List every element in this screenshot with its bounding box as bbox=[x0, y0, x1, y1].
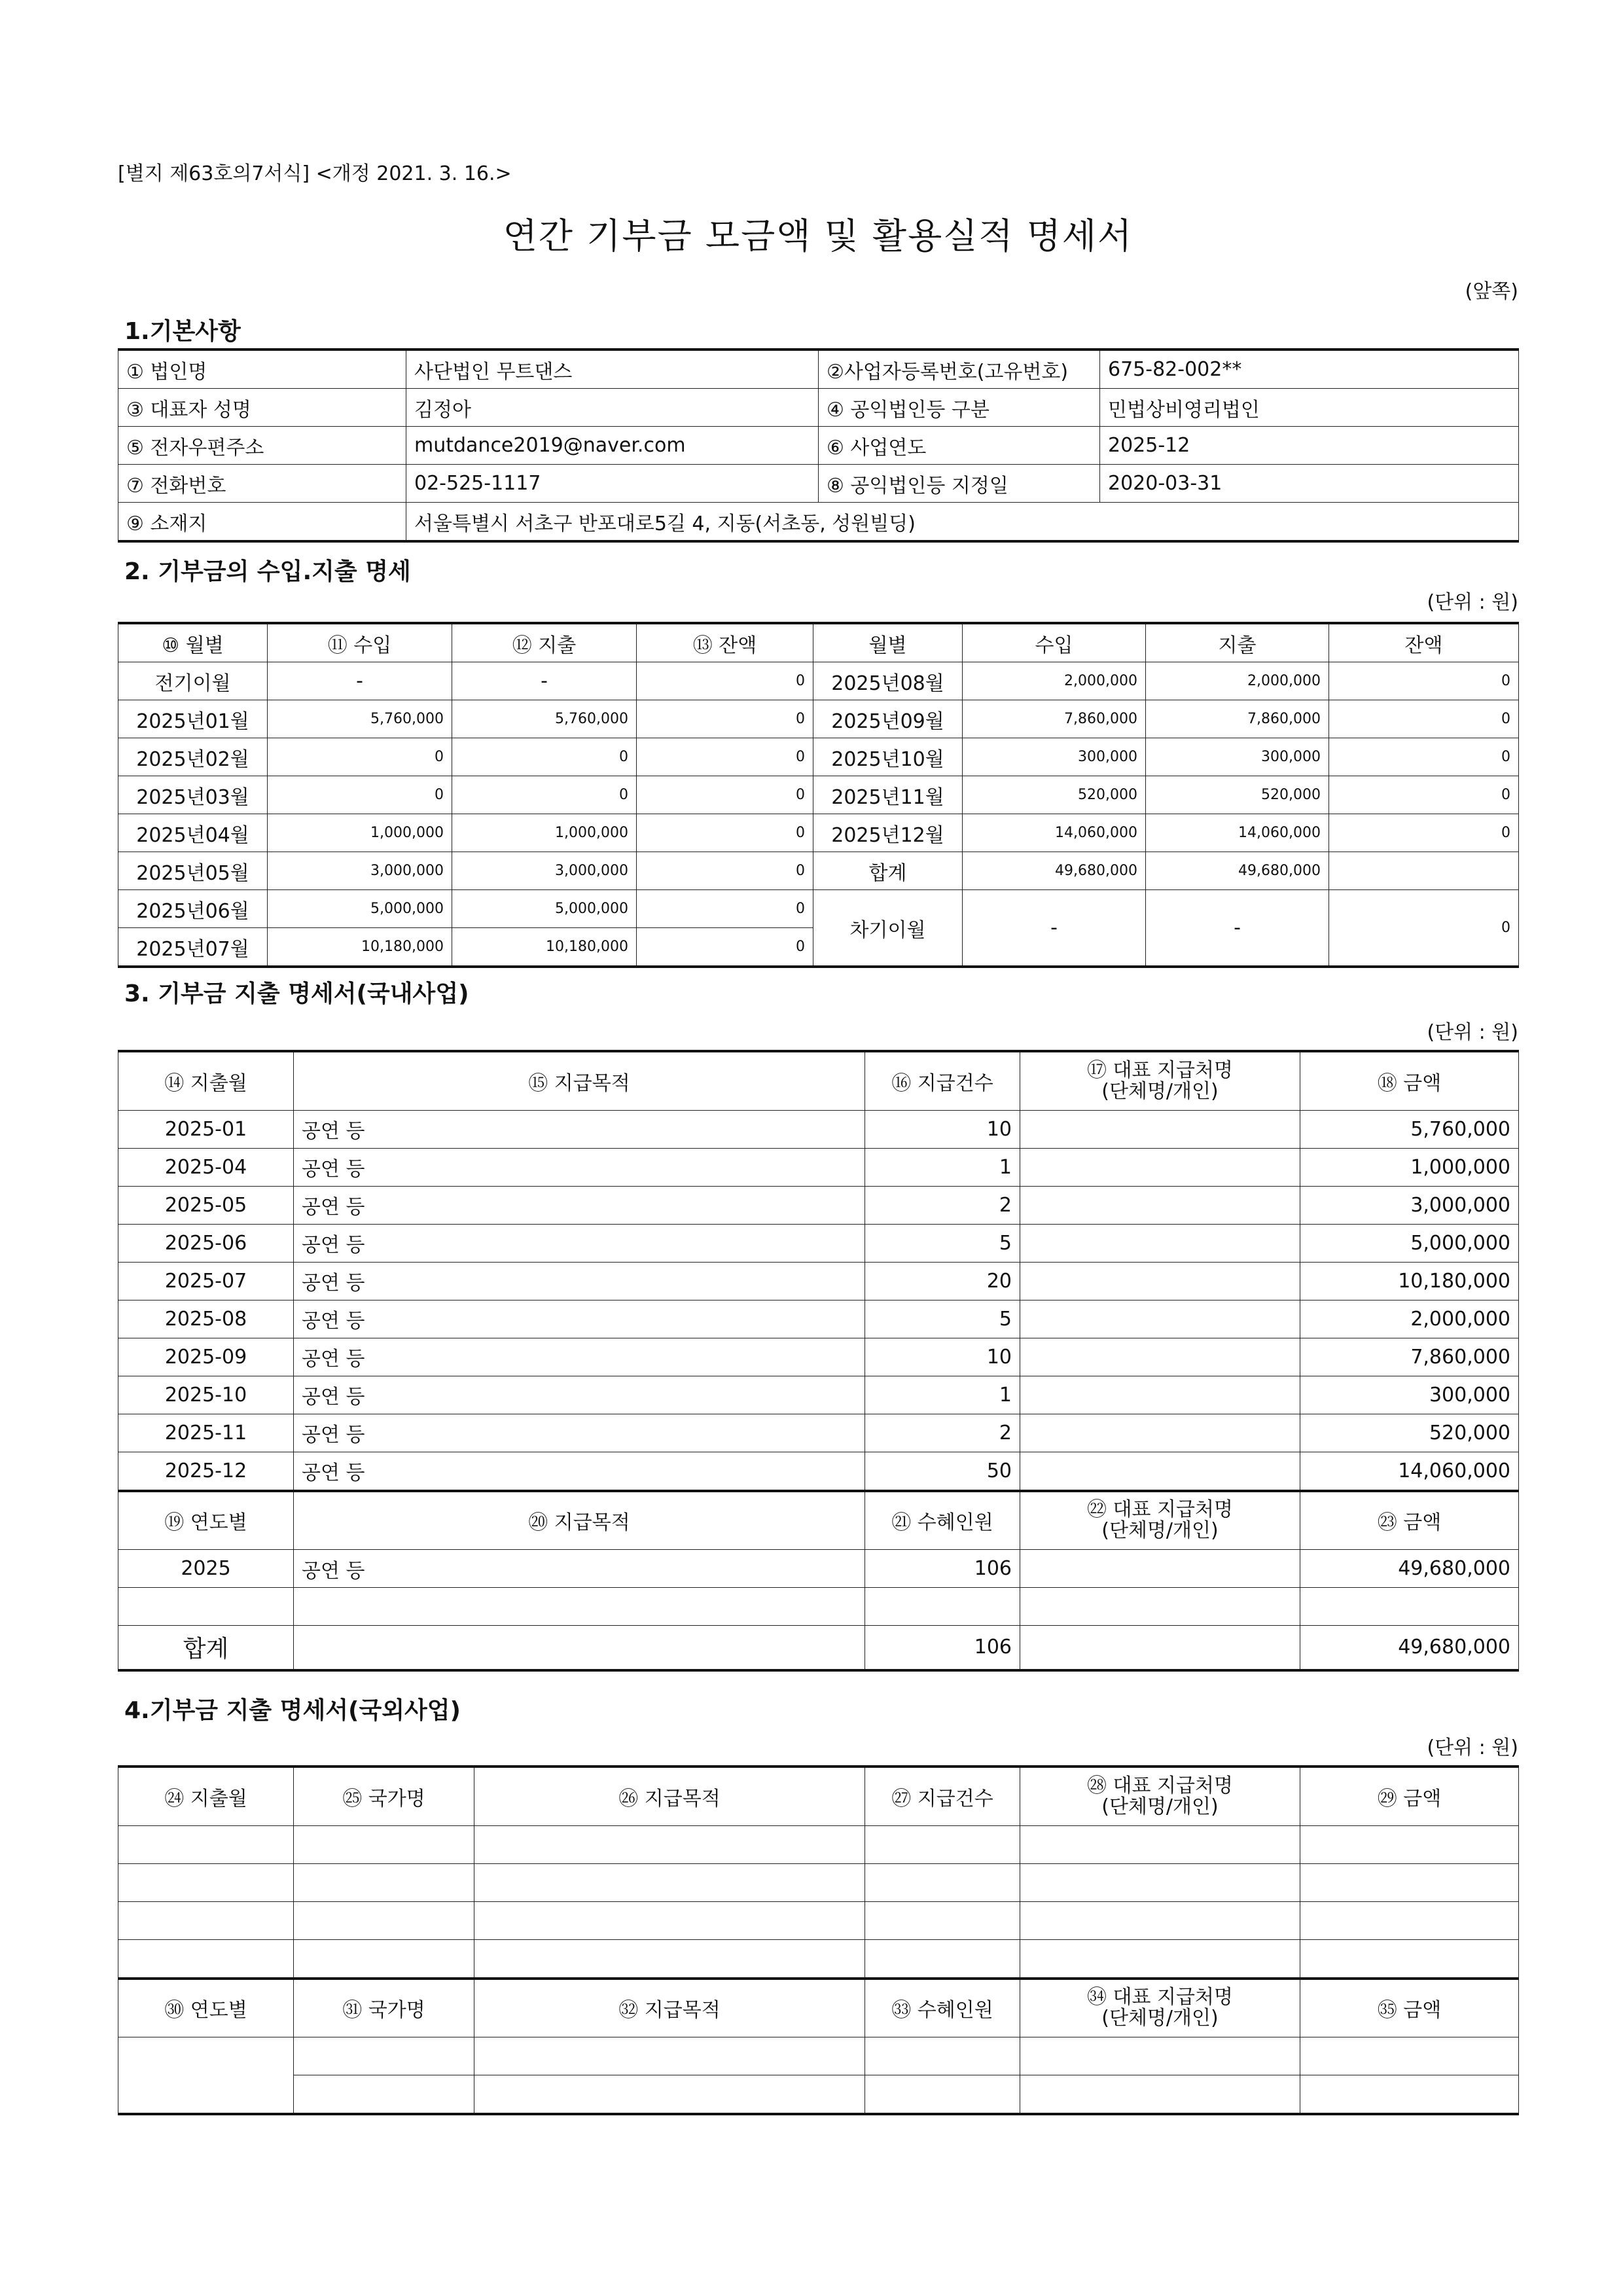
cell-purpose: 공연 등 bbox=[294, 1186, 865, 1224]
field-label: ⑥ 사업연도 bbox=[819, 427, 1100, 465]
empty-cell bbox=[865, 1939, 1020, 1979]
table-row bbox=[118, 1863, 1519, 1901]
cell-count: 50 bbox=[865, 1452, 1020, 1491]
table-row bbox=[118, 1186, 1519, 1224]
empty-cell bbox=[1300, 1825, 1519, 1863]
table-row bbox=[118, 1262, 1519, 1300]
cell-income: 2,000,000 bbox=[963, 662, 1146, 700]
cell-balance: 0 bbox=[1329, 738, 1519, 776]
field-value: 2025-12 bbox=[1100, 427, 1519, 465]
col-header: ㉔ 지출월 bbox=[118, 1767, 294, 1825]
col-header: ⑫ 지출 bbox=[452, 623, 637, 662]
empty-cell bbox=[1300, 2037, 1519, 2075]
cell-purpose: 공연 등 bbox=[294, 1300, 865, 1338]
cell-payee bbox=[1020, 1376, 1300, 1414]
empty-cell bbox=[294, 2037, 474, 2075]
total-label: 합계 bbox=[118, 1626, 294, 1670]
empty-cell bbox=[118, 1588, 294, 1626]
cell-month: 2025년01월 bbox=[118, 700, 268, 738]
cell-income: 1,000,000 bbox=[268, 814, 452, 852]
cell-expense: 1,000,000 bbox=[452, 814, 637, 852]
cell-month: 2025-08 bbox=[118, 1300, 294, 1338]
domestic-expense-table bbox=[118, 1050, 1519, 1672]
cell-month: 2025-12 bbox=[118, 1452, 294, 1491]
field-label: ⑤ 전자우편주소 bbox=[118, 427, 406, 465]
cell-expense: 0 bbox=[452, 776, 637, 814]
cell-expense: 10,180,000 bbox=[452, 928, 637, 967]
cell-purpose: 공연 등 bbox=[294, 1110, 865, 1148]
cell-month: 2025년09월 bbox=[813, 700, 963, 738]
cell-income: 300,000 bbox=[963, 738, 1146, 776]
cell-purpose: 공연 등 bbox=[294, 1262, 865, 1300]
table-row bbox=[118, 1110, 1519, 1148]
empty-cell bbox=[474, 1825, 865, 1863]
table-header-row bbox=[118, 1491, 1519, 1550]
cell-income: 10,180,000 bbox=[268, 928, 452, 967]
cell-month: 2025-05 bbox=[118, 1186, 294, 1224]
col-header: ⑯ 지급건수 bbox=[865, 1051, 1020, 1110]
cell-purpose: 공연 등 bbox=[294, 1550, 865, 1588]
empty-cell bbox=[474, 2037, 865, 2075]
header-line: (단체명/개인) bbox=[1101, 1079, 1219, 1103]
cell-expense: 5,760,000 bbox=[452, 700, 637, 738]
field-label: ⑦ 전화번호 bbox=[118, 465, 406, 503]
cell-count: 5 bbox=[865, 1300, 1020, 1338]
cell-month: 2025-11 bbox=[118, 1414, 294, 1452]
empty-cell bbox=[1300, 1939, 1519, 1979]
total-beneficiaries: 106 bbox=[865, 1626, 1020, 1670]
empty-cell bbox=[294, 2075, 474, 2115]
cell-balance: 0 bbox=[637, 814, 813, 852]
cell-balance: 0 bbox=[1329, 776, 1519, 814]
empty-cell bbox=[1020, 1939, 1300, 1979]
empty-cell bbox=[294, 1939, 474, 1979]
section1-title: 1.기본사항 bbox=[124, 318, 241, 345]
cell-purpose: 공연 등 bbox=[294, 1224, 865, 1262]
cell-month: 2025년12월 bbox=[813, 814, 963, 852]
cell-income: 14,060,000 bbox=[963, 814, 1146, 852]
cell-carry-income: - bbox=[963, 890, 1146, 967]
cell-payee bbox=[1020, 1550, 1300, 1588]
empty-cell bbox=[1300, 2075, 1519, 2115]
cell-carry-balance: 0 bbox=[1329, 890, 1519, 967]
cell-month: 2025년02월 bbox=[118, 738, 268, 776]
table-row bbox=[118, 503, 1519, 542]
cell-month: 2025-07 bbox=[118, 1262, 294, 1300]
cell-income: 7,860,000 bbox=[963, 700, 1146, 738]
field-value: 2020-03-31 bbox=[1100, 465, 1519, 503]
empty-cell bbox=[294, 1901, 474, 1939]
header-line: ㉒ 대표 지급처명 bbox=[1087, 1498, 1233, 1522]
table-row bbox=[118, 1376, 1519, 1414]
cell-amount: 3,000,000 bbox=[1300, 1186, 1519, 1224]
col-header: ㉜ 지급목적 bbox=[474, 1979, 865, 2037]
cell-expense: 3,000,000 bbox=[452, 852, 637, 890]
empty-cell bbox=[118, 1939, 294, 1979]
table-row bbox=[118, 1939, 1519, 1979]
cell-count: 2 bbox=[865, 1414, 1020, 1452]
table-row bbox=[118, 776, 1519, 814]
cell-carry-label: 차기이월 bbox=[813, 890, 963, 967]
field-value: 민법상비영리법인 bbox=[1100, 389, 1519, 427]
field-label: ③ 대표자 성명 bbox=[118, 389, 406, 427]
table-row bbox=[118, 1588, 1519, 1626]
total-row bbox=[118, 1626, 1519, 1670]
cell-carry-expense: - bbox=[1146, 890, 1329, 967]
col-header-payee bbox=[1020, 1051, 1300, 1110]
table-header-row bbox=[118, 1767, 1519, 1825]
col-header: ⑱ 금액 bbox=[1300, 1051, 1519, 1110]
cell-amount: 10,180,000 bbox=[1300, 1262, 1519, 1300]
table-row bbox=[118, 890, 1519, 928]
empty-cell bbox=[865, 1901, 1020, 1939]
col-header: ⑬ 잔액 bbox=[637, 623, 813, 662]
cell-balance: 0 bbox=[637, 928, 813, 967]
col-header-payee bbox=[1020, 1767, 1300, 1825]
cell-expense: 14,060,000 bbox=[1146, 814, 1329, 852]
cell-amount: 5,760,000 bbox=[1300, 1110, 1519, 1148]
cell-beneficiaries: 106 bbox=[865, 1550, 1020, 1588]
cell-balance: 0 bbox=[1329, 814, 1519, 852]
section4-title: 4.기부금 지출 명세서(국외사업) bbox=[124, 1697, 461, 1724]
cell-month: 2025년11월 bbox=[813, 776, 963, 814]
field-value: 김정아 bbox=[406, 389, 819, 427]
col-header: ㉟ 금액 bbox=[1300, 1979, 1519, 2037]
empty-cell bbox=[1020, 2037, 1300, 2075]
empty-cell bbox=[865, 1825, 1020, 1863]
table-row bbox=[118, 1901, 1519, 1939]
cell-purpose: 공연 등 bbox=[294, 1338, 865, 1376]
cell-month: 2025-10 bbox=[118, 1376, 294, 1414]
cell-balance: 0 bbox=[1329, 662, 1519, 700]
cell-balance: 0 bbox=[637, 700, 813, 738]
cell-balance: 0 bbox=[637, 852, 813, 890]
col-header: ⑭ 지출월 bbox=[118, 1051, 294, 1110]
cell-count: 1 bbox=[865, 1148, 1020, 1186]
cell-payee bbox=[1020, 1262, 1300, 1300]
section2-title: 2. 기부금의 수입.지출 명세 bbox=[124, 558, 411, 585]
table-row bbox=[118, 2075, 1519, 2115]
header-line: ㉘ 대표 지급처명 bbox=[1087, 1774, 1233, 1797]
cell-total-label: 합계 bbox=[813, 852, 963, 890]
col-header: ㉝ 수혜인원 bbox=[865, 1979, 1020, 2037]
empty-cell bbox=[474, 1939, 865, 1979]
empty-cell bbox=[865, 2075, 1020, 2115]
table-row bbox=[118, 389, 1519, 427]
cell-month: 전기이월 bbox=[118, 662, 268, 700]
cell-expense: - bbox=[452, 662, 637, 700]
cell-balance: 0 bbox=[637, 776, 813, 814]
basic-info-table bbox=[118, 348, 1519, 543]
empty-cell bbox=[118, 1901, 294, 1939]
field-label: ① 법인명 bbox=[118, 350, 406, 389]
table-header-row bbox=[118, 1051, 1519, 1110]
cell-count: 20 bbox=[865, 1262, 1020, 1300]
cell-count: 1 bbox=[865, 1376, 1020, 1414]
cell-income: - bbox=[268, 662, 452, 700]
col-header: 월별 bbox=[813, 623, 963, 662]
form-reference: [별지 제63호의7서식] <개정 2021. 3. 16.> bbox=[118, 162, 512, 185]
cell-payee bbox=[1020, 1110, 1300, 1148]
total-amount: 49,680,000 bbox=[1300, 1626, 1519, 1670]
col-header: ⑩ 월별 bbox=[118, 623, 268, 662]
cell-amount: 300,000 bbox=[1300, 1376, 1519, 1414]
cell-month: 2025년04월 bbox=[118, 814, 268, 852]
field-value: mutdance2019@naver.com bbox=[406, 427, 819, 465]
empty-cell bbox=[865, 2037, 1020, 2075]
table-row bbox=[118, 1414, 1519, 1452]
empty-cell bbox=[1020, 1825, 1300, 1863]
field-value: 사단법인 무트댄스 bbox=[406, 350, 819, 389]
empty-cell bbox=[1300, 1588, 1519, 1626]
table-row bbox=[118, 1825, 1519, 1863]
cell-month: 2025-04 bbox=[118, 1148, 294, 1186]
cell-month: 2025년05월 bbox=[118, 852, 268, 890]
col-header-payee bbox=[1020, 1491, 1300, 1550]
document-title: 연간 기부금 모금액 및 활용실적 명세서 bbox=[503, 215, 1133, 257]
empty-cell bbox=[1020, 1863, 1300, 1901]
cell-payee bbox=[1020, 1626, 1300, 1670]
empty-cell bbox=[1300, 1901, 1519, 1939]
cell-month: 2025-01 bbox=[118, 1110, 294, 1148]
empty-cell bbox=[294, 1588, 865, 1626]
table-row bbox=[118, 814, 1519, 852]
cell-income-total: 49,680,000 bbox=[963, 852, 1146, 890]
cell-payee bbox=[1020, 1224, 1300, 1262]
cell-amount: 49,680,000 bbox=[1300, 1550, 1519, 1588]
col-header: ⑮ 지급목적 bbox=[294, 1051, 865, 1110]
col-header-payee bbox=[1020, 1979, 1300, 2037]
empty-cell bbox=[118, 1825, 294, 1863]
table-row bbox=[118, 1224, 1519, 1262]
cell-month: 2025년08월 bbox=[813, 662, 963, 700]
header-line: ⑰ 대표 지급처명 bbox=[1087, 1058, 1233, 1082]
cell-payee bbox=[1020, 1148, 1300, 1186]
cell-year: 2025 bbox=[118, 1550, 294, 1588]
income-expense-table bbox=[118, 622, 1519, 968]
cell-balance: 0 bbox=[637, 738, 813, 776]
cell-income: 0 bbox=[268, 776, 452, 814]
field-label: ⑧ 공익법인등 지정일 bbox=[819, 465, 1100, 503]
cell-expense: 5,000,000 bbox=[452, 890, 637, 928]
cell-month: 2025년03월 bbox=[118, 776, 268, 814]
empty-cell bbox=[294, 1863, 474, 1901]
table-header-row bbox=[118, 1979, 1519, 2037]
col-header: 잔액 bbox=[1329, 623, 1519, 662]
empty-cell bbox=[1020, 1588, 1300, 1626]
col-header: 수입 bbox=[963, 623, 1146, 662]
section3-title: 3. 기부금 지출 명세서(국내사업) bbox=[124, 980, 469, 1007]
field-value: 675-82-002** bbox=[1100, 350, 1519, 389]
col-header: ㉚ 연도별 bbox=[118, 1979, 294, 2037]
empty-cell bbox=[474, 1863, 865, 1901]
cell-payee bbox=[1020, 1338, 1300, 1376]
header-line: (단체명/개인) bbox=[1101, 2007, 1219, 2030]
cell-expense: 0 bbox=[452, 738, 637, 776]
table-row bbox=[118, 2037, 1519, 2075]
field-label: ④ 공익법인등 구분 bbox=[819, 389, 1100, 427]
cell-month: 2025년07월 bbox=[118, 928, 268, 967]
empty-cell bbox=[1300, 1863, 1519, 1901]
empty-cell bbox=[865, 1863, 1020, 1901]
col-header: ㉗ 지급건수 bbox=[865, 1767, 1020, 1825]
col-header: ㉖ 지급목적 bbox=[474, 1767, 865, 1825]
empty-cell bbox=[1020, 2075, 1300, 2115]
cell-amount: 2,000,000 bbox=[1300, 1300, 1519, 1338]
cell-payee bbox=[1020, 1414, 1300, 1452]
table-row bbox=[118, 662, 1519, 700]
cell-income: 5,000,000 bbox=[268, 890, 452, 928]
cell-count: 2 bbox=[865, 1186, 1020, 1224]
cell-count: 10 bbox=[865, 1338, 1020, 1376]
cell-expense: 2,000,000 bbox=[1146, 662, 1329, 700]
col-header: ⑲ 연도별 bbox=[118, 1491, 294, 1550]
col-header: ⑳ 지급목적 bbox=[294, 1491, 865, 1550]
section4-unit: (단위 : 원) bbox=[1427, 1736, 1518, 1759]
table-row bbox=[118, 738, 1519, 776]
col-header: ㉑ 수혜인원 bbox=[865, 1491, 1020, 1550]
cell-income: 3,000,000 bbox=[268, 852, 452, 890]
cell-amount: 520,000 bbox=[1300, 1414, 1519, 1452]
field-label: ②사업자등록번호(고유번호) bbox=[819, 350, 1100, 389]
cell-balance-total bbox=[1329, 852, 1519, 890]
table-row bbox=[118, 350, 1519, 389]
table-row bbox=[118, 427, 1519, 465]
table-row bbox=[118, 1550, 1519, 1588]
header-line: (단체명/개인) bbox=[1101, 1519, 1219, 1543]
empty-cell bbox=[118, 2037, 294, 2115]
header-line: ㉞ 대표 지급처명 bbox=[1087, 1986, 1233, 2009]
col-header: ㉓ 금액 bbox=[1300, 1491, 1519, 1550]
table-row bbox=[118, 465, 1519, 503]
empty-cell bbox=[118, 1863, 294, 1901]
cell-income: 520,000 bbox=[963, 776, 1146, 814]
cell-balance: 0 bbox=[637, 890, 813, 928]
cell-purpose: 공연 등 bbox=[294, 1452, 865, 1491]
cell-purpose: 공연 등 bbox=[294, 1376, 865, 1414]
cell-purpose: 공연 등 bbox=[294, 1414, 865, 1452]
cell-expense: 300,000 bbox=[1146, 738, 1329, 776]
cell-expense: 7,860,000 bbox=[1146, 700, 1329, 738]
cell-purpose: 공연 등 bbox=[294, 1148, 865, 1186]
header-line: (단체명/개인) bbox=[1101, 1795, 1219, 1818]
page-side-note: (앞쪽) bbox=[1465, 280, 1518, 303]
cell-income: 0 bbox=[268, 738, 452, 776]
table-row bbox=[118, 1300, 1519, 1338]
section3-unit: (단위 : 원) bbox=[1427, 1021, 1518, 1044]
cell-month: 2025-09 bbox=[118, 1338, 294, 1376]
empty-cell bbox=[865, 1588, 1020, 1626]
empty-cell bbox=[474, 2075, 865, 2115]
cell-balance: 0 bbox=[637, 662, 813, 700]
cell-expense-total: 49,680,000 bbox=[1146, 852, 1329, 890]
cell-amount: 1,000,000 bbox=[1300, 1148, 1519, 1186]
cell-amount: 7,860,000 bbox=[1300, 1338, 1519, 1376]
empty-cell bbox=[1020, 1901, 1300, 1939]
cell-month: 2025년06월 bbox=[118, 890, 268, 928]
cell-balance: 0 bbox=[1329, 700, 1519, 738]
section2-unit: (단위 : 원) bbox=[1427, 591, 1518, 614]
col-header: ㉙ 금액 bbox=[1300, 1767, 1519, 1825]
empty-cell bbox=[474, 1901, 865, 1939]
cell-amount: 5,000,000 bbox=[1300, 1224, 1519, 1262]
cell-amount: 14,060,000 bbox=[1300, 1452, 1519, 1491]
cell-payee bbox=[1020, 1300, 1300, 1338]
cell-count: 10 bbox=[865, 1110, 1020, 1148]
table-row bbox=[118, 1148, 1519, 1186]
col-header: ㉕ 국가명 bbox=[294, 1767, 474, 1825]
table-row bbox=[118, 1452, 1519, 1491]
field-label: ⑨ 소재지 bbox=[118, 503, 406, 542]
table-header-row bbox=[118, 623, 1519, 662]
col-header: ㉛ 국가명 bbox=[294, 1979, 474, 2037]
empty-cell bbox=[294, 1825, 474, 1863]
cell-month: 2025-06 bbox=[118, 1224, 294, 1262]
table-row bbox=[118, 852, 1519, 890]
cell-count: 5 bbox=[865, 1224, 1020, 1262]
overseas-expense-table bbox=[118, 1765, 1519, 2115]
field-value: 02-525-1117 bbox=[406, 465, 819, 503]
table-row bbox=[118, 1338, 1519, 1376]
cell-income: 5,760,000 bbox=[268, 700, 452, 738]
cell-purpose bbox=[294, 1626, 865, 1670]
cell-expense: 520,000 bbox=[1146, 776, 1329, 814]
cell-payee bbox=[1020, 1186, 1300, 1224]
table-row bbox=[118, 700, 1519, 738]
cell-payee bbox=[1020, 1452, 1300, 1491]
address-value: 서울특별시 서초구 반포대로5길 4, 지동(서초동, 성원빌딩) bbox=[406, 503, 1519, 542]
col-header: ⑪ 수입 bbox=[268, 623, 452, 662]
col-header: 지출 bbox=[1146, 623, 1329, 662]
cell-month: 2025년10월 bbox=[813, 738, 963, 776]
